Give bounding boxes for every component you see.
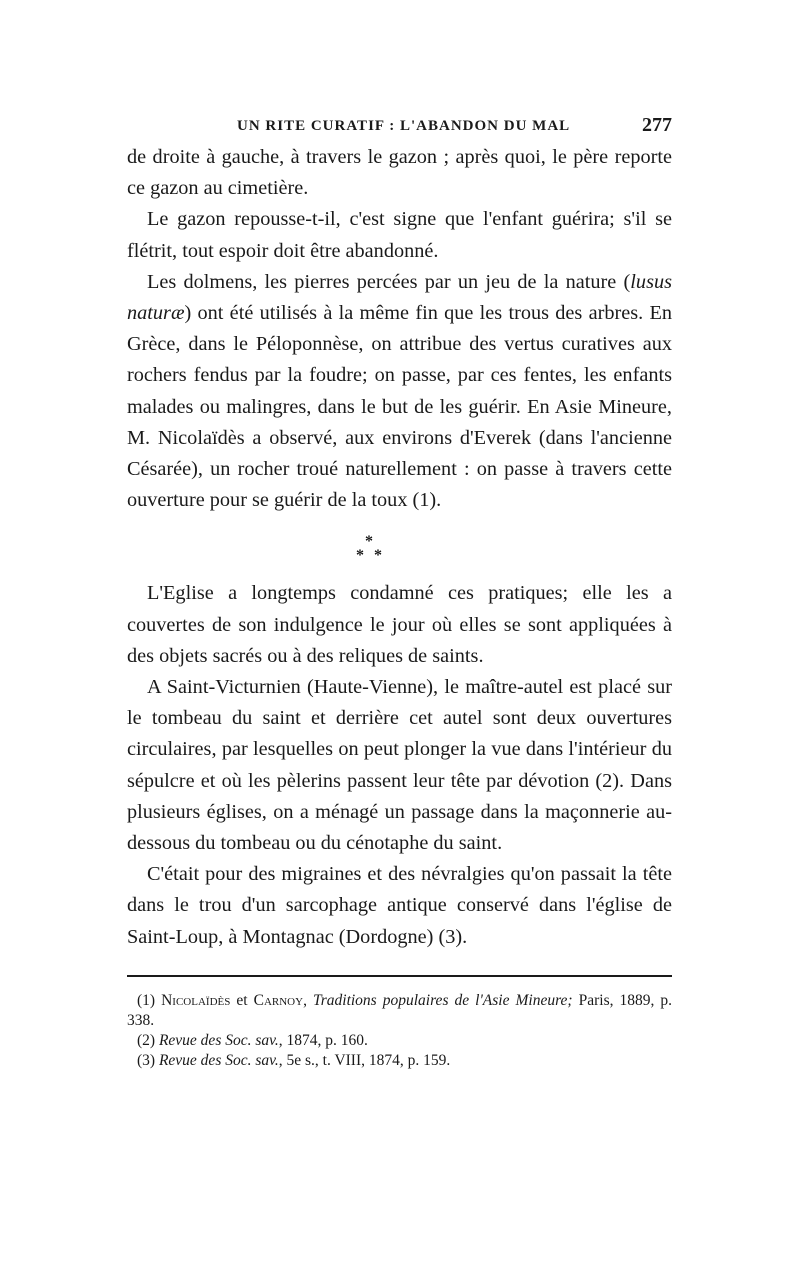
footnote-1-title: Traditions populaires de l'Asie Mineure; (312, 991, 573, 1009)
footnote-2-title: Revue des Soc. sav. (158, 1031, 279, 1049)
paragraph-dolmens-part2: ) ont été utilisés à la même fin que les trous des arbres. En Grèce, dans le Péloponnèse, on attribue des vertus curatives aux rochers fendus par la foudre; on passe, par ces fentes, les enfants malades ou malingres, dans le but de les guérir. En Asie Mineure, M. Nicolaïdès a observé, aux environs d'Everek (dans l'ancienne Césarée), un rocher troué naturellement : on passe à travers cette ouverture pour se guérir de la toux (1). (127, 302, 672, 512)
footnote-1-author-1: Nicolaïdès (161, 991, 231, 1009)
section-asterism (127, 516, 672, 578)
asterism-star-left: * (356, 547, 364, 565)
footnote-1: (1) Nicolaïdès et Carnoy, Traditions populaires de l'Asie Mineure; Paris, 1889, p. 338. (127, 991, 673, 1029)
footnote-3-rest: , 5e s., t. VIII, 1874, p. 159. (278, 1051, 451, 1069)
body-text (127, 142, 672, 953)
paragraph-gazon: Le gazon repousse-t-il, c'est signe que l'enfant guérira; s'il se flétrit, tout espoir doit être abandonné. (127, 208, 672, 262)
footnote-1-author-2: Carnoy (253, 991, 304, 1009)
paragraph-saint-loup: C'était pour des migraines et des névralgies qu'on passait la tête dans le trou d'un sarcophage antique conservé dans l'église de Saint-Loup, à Montagnac (Dordogne) (3). (127, 863, 672, 948)
footnote-2-number: (2) (137, 1031, 156, 1049)
asterism-star-top: * (365, 533, 373, 551)
footnotes (127, 991, 672, 1071)
running-title: UN RITE CURATIF : L'ABANDON DU MAL (237, 118, 571, 134)
footnote-2-rest: , 1874, p. 160. (278, 1031, 368, 1049)
footnote-3-number: (3) (137, 1051, 156, 1069)
footnote-2 (127, 1031, 672, 1051)
latin-phrase: lusus naturæ (127, 270, 672, 325)
footnote-rule (127, 975, 672, 977)
running-head (127, 112, 672, 142)
footnote-3 (127, 1051, 672, 1071)
page-number: 277 (642, 114, 672, 136)
footnote-1-rest: Paris, 1889, p. 338. (127, 991, 673, 1029)
paragraph-continuation: de droite à gauche, à travers le gazon ; après quoi, le père reporte ce gazon au cimetière. (127, 146, 672, 200)
paragraph-dolmens (127, 267, 672, 517)
footnote-1-number: (1) (137, 991, 156, 1009)
book-page (127, 112, 672, 1071)
paragraph-saint-victurnien: A Saint-Victurnien (Haute-Vienne), le maître-autel est placé sur le tombeau du saint et derrière cet autel sont deux ouvertures circulaires, par lesquelles on peut plonger la vue dans l'intérieur du sépulcre et où les pèlerins passent leur tête par dévotion (2). Dans plusieurs églises, on a ménagé un passage dans la maçonnerie au-dessous du tombeau ou du cénotaphe du saint. (127, 676, 672, 855)
footnote-1-and: et (236, 991, 248, 1009)
paragraph-eglise: L'Eglise a longtemps condamné ces pratiques; elle les a couvertes de son indulgence le jour où elles se sont appliquées à des objets sacrés ou à des reliques de saints. (127, 582, 672, 667)
asterism-star-right: * (374, 547, 382, 565)
paragraph-dolmens-part1: Les dolmens, les pierres percées par un jeu de la nature ( (147, 270, 631, 293)
footnote-3-title: Revue des Soc. sav. (158, 1051, 279, 1069)
